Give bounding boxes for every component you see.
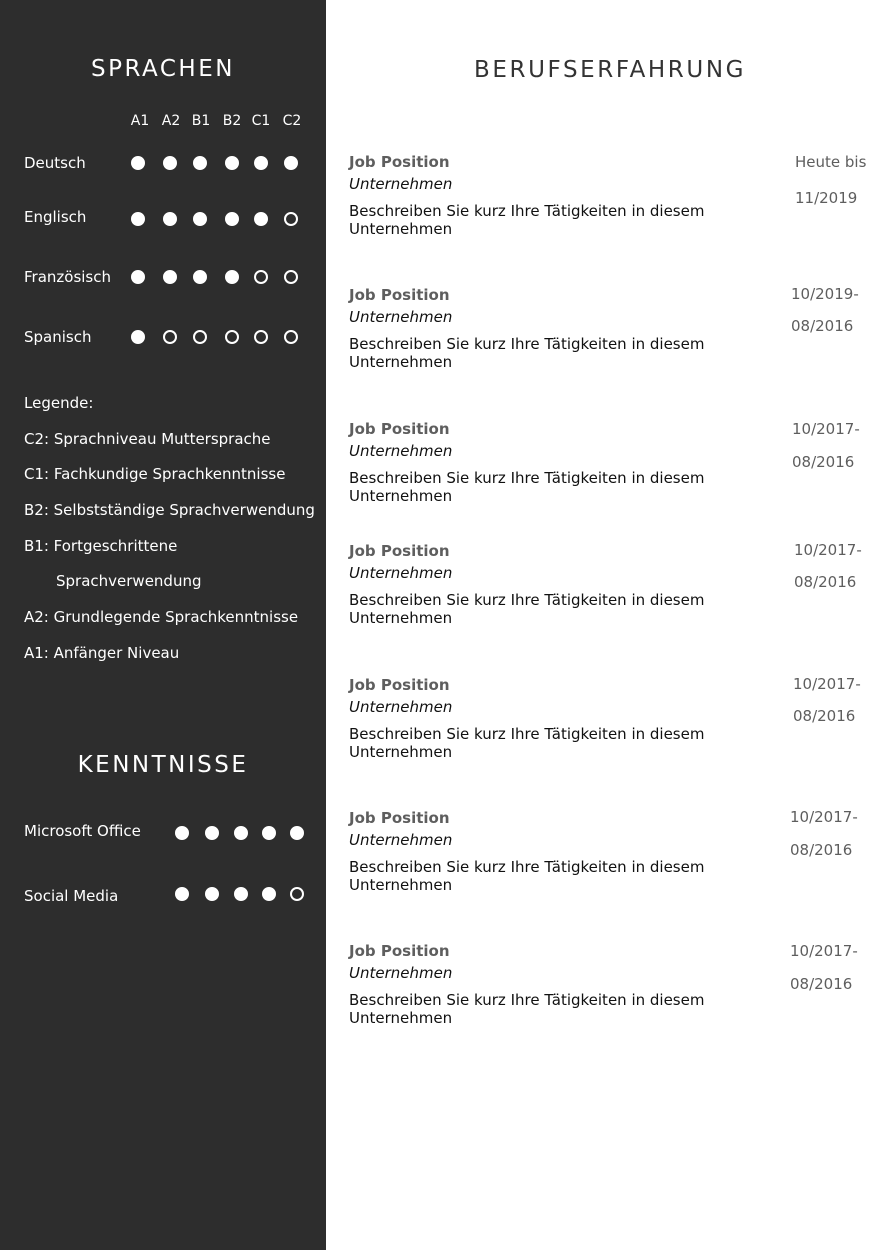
skill-name: Social Media [24,887,119,905]
language-row-englisch [0,208,326,236]
job-position: Job Position [349,420,450,438]
job-date-start: 10/2019- [791,285,859,303]
job-position: Job Position [349,153,450,171]
job-date-end: 08/2016 [790,975,853,993]
rating-dot-filled [131,270,145,284]
experience-heading: BERUFSERFAHRUNG [474,57,747,83]
job-position: Job Position [349,942,450,960]
job-entry [349,542,869,642]
job-date-start: 10/2017- [792,420,860,438]
rating-dot-filled [262,826,276,840]
job-company: Unternehmen [349,831,453,849]
legend-item: C2: Sprachniveau Muttersprache [24,430,271,448]
language-name: Französisch [24,268,112,286]
legend-item: A2: Grundlegende Sprachkenntnisse [24,608,299,626]
main-content [326,0,890,1250]
rating-dot-filled [175,887,189,901]
rating-dot-filled [193,156,207,170]
job-date-end: 11/2019 [795,189,858,207]
job-date-start: 10/2017- [794,541,862,559]
job-description: Beschreiben Sie kurz Ihre Tätigkeiten in diesem Unternehmen [349,591,705,627]
job-position: Job Position [349,809,450,827]
rating-dot-empty [254,330,268,344]
job-description: Beschreiben Sie kurz Ihre Tätigkeiten in diesem Unternehmen [349,858,705,894]
rating-dot-empty [254,270,268,284]
rating-dot-filled [163,212,177,226]
job-entry [349,420,869,520]
rating-dot-filled [131,156,145,170]
job-position: Job Position [349,542,450,560]
rating-dot-empty [284,330,298,344]
rating-dot-empty [284,212,298,226]
skill-name: Microsoft Office [24,822,141,840]
language-name: Deutsch [24,154,86,172]
rating-dot-filled [225,212,239,226]
legend-item: C1: Fachkundige Sprachkenntnisse [24,465,286,483]
rating-dot-filled [262,887,276,901]
rating-dot-filled [193,270,207,284]
job-company: Unternehmen [349,442,453,460]
language-row-deutsch [0,154,326,182]
rating-dot-filled [254,156,268,170]
skill-row-social-media [0,887,326,915]
job-entry [349,809,869,909]
rating-dot-filled [163,156,177,170]
rating-dot-filled [205,826,219,840]
job-company: Unternehmen [349,964,453,982]
job-entry [349,942,869,1042]
level-label: A2 [161,113,181,129]
job-entry [349,286,869,386]
job-date-start: 10/2017- [793,675,861,693]
job-company: Unternehmen [349,308,453,326]
legend-title: Legende: [24,394,94,412]
level-label: C1 [251,113,271,129]
legend-item: A1: Anfänger Niveau [24,644,180,662]
rating-dot-empty [193,330,207,344]
language-row-franzoesisch [0,268,326,296]
rating-dot-filled [163,270,177,284]
rating-dot-filled [254,212,268,226]
rating-dot-empty [163,330,177,344]
rating-dot-filled [290,826,304,840]
job-entry [349,676,869,776]
rating-dot-filled [284,156,298,170]
rating-dot-filled [131,330,145,344]
rating-dot-filled [225,156,239,170]
rating-dot-filled [175,826,189,840]
languages-heading: SPRACHEN [91,56,235,82]
level-label: A1 [130,113,150,129]
job-company: Unternehmen [349,175,453,193]
job-date-start: 10/2017- [790,942,858,960]
language-row-spanisch [0,328,326,356]
language-level-header [0,113,326,133]
language-name: Spanisch [24,328,92,346]
rating-dot-empty [290,887,304,901]
level-label: B1 [191,113,211,129]
job-date-end: 08/2016 [791,317,854,335]
level-label: B2 [222,113,242,129]
job-description: Beschreiben Sie kurz Ihre Tätigkeiten in diesem Unternehmen [349,202,705,238]
rating-dot-filled [225,270,239,284]
job-description: Beschreiben Sie kurz Ihre Tätigkeiten in diesem Unternehmen [349,725,705,761]
rating-dot-filled [131,212,145,226]
legend-item: B2: Selbstständige Sprachverwendung [24,501,315,519]
level-label: C2 [282,113,302,129]
job-date-end: 08/2016 [792,453,855,471]
legend-item: B1: Fortgeschrittene [24,537,178,555]
legend-item: Sprachverwendung [56,572,202,590]
job-entry [349,153,869,253]
rating-dot-filled [193,212,207,226]
job-date-end: 08/2016 [794,573,857,591]
job-description: Beschreiben Sie kurz Ihre Tätigkeiten in diesem Unternehmen [349,991,705,1027]
job-date-end: 08/2016 [793,707,856,725]
rating-dot-filled [234,826,248,840]
language-name: Englisch [24,208,87,226]
skills-heading: KENNTNISSE [77,752,249,778]
job-date-end: 08/2016 [790,841,853,859]
rating-dot-filled [234,887,248,901]
sidebar [0,0,326,1250]
skill-row-microsoft-office [0,822,326,850]
job-position: Job Position [349,676,450,694]
job-date-start: 10/2017- [790,808,858,826]
job-position: Job Position [349,286,450,304]
job-company: Unternehmen [349,564,453,582]
rating-dot-empty [225,330,239,344]
job-description: Beschreiben Sie kurz Ihre Tätigkeiten in diesem Unternehmen [349,469,705,505]
job-date-start: Heute bis [795,153,867,171]
job-description: Beschreiben Sie kurz Ihre Tätigkeiten in diesem Unternehmen [349,335,705,371]
job-company: Unternehmen [349,698,453,716]
rating-dot-filled [205,887,219,901]
rating-dot-empty [284,270,298,284]
